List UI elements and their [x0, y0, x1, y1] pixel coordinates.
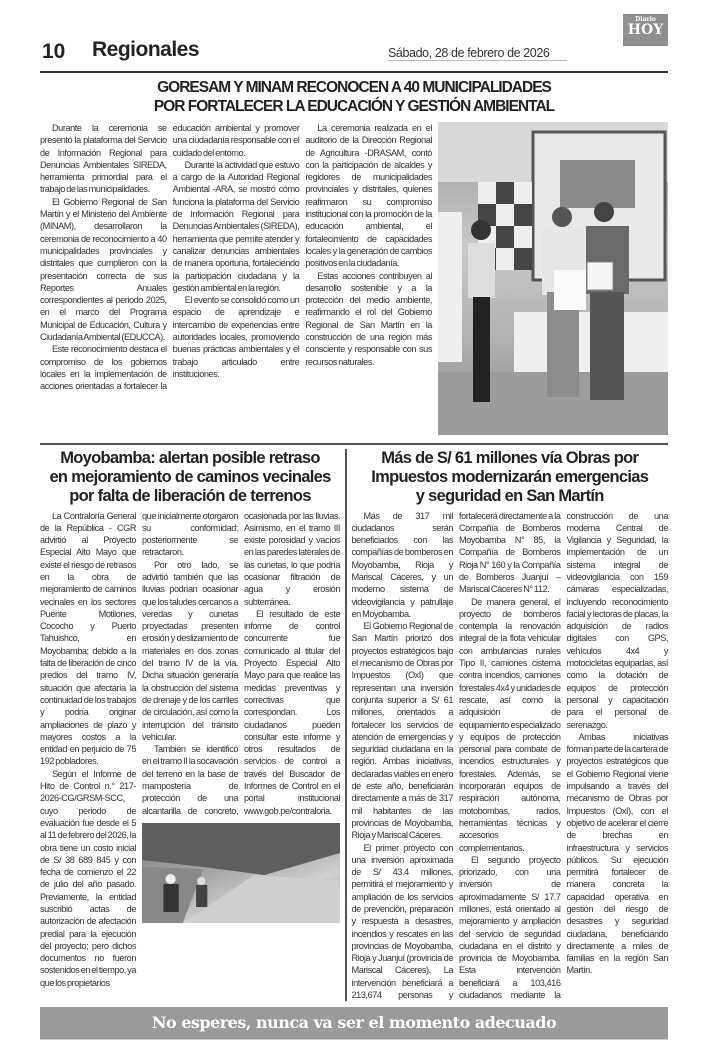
- article2: [40, 449, 340, 1002]
- ceremony-photo: [438, 122, 668, 435]
- headline-line: GORESAM Y MINAM RECONOCEN A 40 MUNICIPALIDADES: [157, 79, 551, 96]
- paragraph: Estas acciones contribuyen al desarrollo sostenible y a la protección del medio ambiente, reafirmando el rol del Gobierno Regional de San Martín en la construcción de una región más consciente y responsable con sus recursos naturales.: [305, 270, 432, 367]
- section-divider: [40, 443, 668, 445]
- paragraph: El evento se consolidó como un espacio de aprendizaje e intercambio de experiencias entre autoridades locales, promoviendo buenas prácticas ambientales y el trabajo articulado entre instituciones.: [172, 295, 300, 379]
- paragraph: Ambas iniciativas forman parte de la cartera de proyectos estratégicos que el Gobierno Regional viene impulsando a través del mecanismo de Obras por Impuestos (OxI), con el objetivo de acelerar el cierre de brechas en infraestructura y servicios públicos. Su ejecución permitirá fortalecer de manera concreta la capacidad operativa en gestión del riesgo de desastres y seguridad ciudadana, beneficiando directamente a miles de familias en la región San Martín.: [566, 731, 668, 976]
- paragraph: Más de 317 mil ciudadanos serán beneficiados con las compañías de bomberos en Moyobamba, Rioja y Mariscal Cáceres, y un moderno sistema de videovigilancia y patrullaje en Moyobamba.: [351, 510, 453, 619]
- article2-headline: [40, 449, 340, 506]
- headline-line: Moyobamba: alertan posible retraso: [60, 448, 320, 467]
- logo-small-text: Diario: [635, 16, 656, 23]
- newspaper-logo: [623, 14, 668, 46]
- logo-big-text: HOY: [627, 22, 664, 38]
- paragraph: Durante la actividad que estuvo a cargo de la Autoridad Regional Ambiental -ARA, se mostró cómo funciona la plataforma del Servicio de Información Regional para Denuncias Ambientales (SIREDA), herramienta que permite atender y canalizar denuncias ambientales de manera oportuna, fortaleciendo la participación ciudadana y la gestión ambiental en la región.: [172, 159, 300, 293]
- paragraph: El resultado de este informe de control concurrente fue comunicado al titular del Proyecto Especial Alto Mayo para que realice las medidas preventivas y correctivas que correspondan. Los ciudadanos pueden consultar este informe y otros resultados de servicios de control a través del Buscador de Informes de Control en el portal institucional www.gob.pe/contraloria.: [244, 608, 340, 816]
- paragraph: que inicialmente otorgaron su conformidad; posteriormente se retractaron.: [142, 510, 238, 558]
- article1-headline: [40, 78, 668, 116]
- paragraph: El Gobierno Regional de San Martín y el Ministerio del Ambiente (MINAM), desarrollaron la ceremonia de reconocimiento a 40 municipalidades provinciales y distritales que cumplieron con la presentación correcta de sus Reportes Anuales correspondientes al periodo 2025, en el marco del Programa Municipal de Educación, Cultura y Ciudadanía Ambiental (EDUCCA).: [40, 196, 167, 343]
- road-works-photo: [142, 823, 340, 923]
- article3-body: [352, 510, 669, 1002]
- paragraph: Este reconocimiento destaca el compromiso de los gobiernos locales en la implementación de acciones orientadas a fortalecer la educación ambiental y promover una ciudadanía responsable con el cuidado del entorno.: [40, 123, 300, 392]
- paragraph: Por otro lado, se advirtió también que las lluvias podrían ocasionar que los taludes cercanos a veredas y cunetas proyectadas presenten erosión y deslizamiento de materiales en dos zonas del tramo IV de la vía. Dicha situación generaría la obstrucción del sistema de drenaje y de los carriles de circulación, así como la interrupción del tránsito vehicular.: [142, 559, 238, 742]
- article3-headline: [352, 449, 669, 506]
- paragraph: El segundo proyecto priorizado, con una inversión de aproximadamente S/ 17.7 millones, está orientado al mejoramiento y ampliación del servicio de seguridad ciudadana en el distrito y provincia de Moyobamba. Esta intervención beneficiará a 103,416 ciudadanos mediante la construcción de una moderna Central de Vigilancia y Seguridad, la implementación de un sistema integral de videovigilancia con 159 cámaras especializadas, incluyendo reconocimiento facial y lectoras de placas, la adquisición de radios digitales con GPS, vehículos 4x4 y motocicletas equipadas, así como la dotación de equipos de protección personal y capacitación para el personal de serenazgo.: [459, 510, 668, 1001]
- column-divider: [345, 449, 347, 1002]
- headline-line: Impuestos modernizarán emergencias: [371, 467, 649, 486]
- page-content: [40, 78, 668, 1040]
- article2-column1: [40, 510, 136, 990]
- page-number: 10: [42, 40, 66, 63]
- paragraph: La Contraloría General de la República - CGR advirtió al Proyecto Especial Alto Mayo que existe el riesgo de retrasos en la obra de mejoramiento de caminos vecinales en los sectores Puente Motilones, Cococho y Puerto Tahuishco, en Moyobamba; debido a la falta de liberación de cinco predios del tramo IV, situación que afectaría la continuidad de los trabajos y podría originar ampliaciones de plazo y mayores costos a la entidad en perjuicio de 75 192 pobladores.: [40, 510, 136, 767]
- paragraph: Durante la ceremonia se presentó la plataforma del Servicio de Información Regional para Denuncias Ambientales SIREDA, herramienta primordial para el trabajo de las municipalidades.: [40, 123, 167, 195]
- headline-line: por falta de liberación de terrenos: [69, 486, 311, 505]
- article3: [352, 449, 669, 1002]
- header-rule: [40, 71, 668, 73]
- paragraph: Según el Informe de Hito de Control n.° 217-2026-CG/GRSM-SCC, cuyo periodo de evaluación fue desde el 5 al 11 de febrero del 2026, la obra tiene un costo inicial de S/ 38 689 845 y con fecha de comienzo el 22 de julio del año pasado. Previamente, la entidad suscribió actas de autorización de afectación predial para la ejecución del proyecto; pero dichos documentos no fueron sostenidos en el tiempo, ya que los propietarios: [40, 768, 136, 988]
- paragraph: La ceremonia realizada en el auditorio de la Dirección Regional de Agricultura -DRASAM, contó con la participación de alcaldes y regidores de municipalidades provinciales y distritales, quienes reafirmaron su compromiso institucional con la promoción de la educación ambiental, el fortalecimiento de capacidades locales y la generación de cambios positivos en la ciudadanía.: [305, 123, 432, 269]
- issue-date: Sábado, 28 de febrero de 2026: [388, 46, 567, 61]
- article2-columns: [142, 510, 340, 817]
- lower-section: [40, 449, 668, 1002]
- headline-line: Más de S/ 61 millones vía Obras por: [381, 448, 639, 467]
- headline-line: POR FORTALECER LA EDUCACIÓN Y GESTIÓN AMBIENTAL: [153, 98, 555, 115]
- article1-body: [40, 122, 432, 435]
- article1: [40, 122, 668, 435]
- article2-body: [40, 510, 340, 990]
- banner-text: No esperes, nunca va ser el momento adecuado: [151, 1013, 557, 1033]
- headline-line: en mejoramiento de caminos vecinales: [49, 467, 331, 486]
- paragraph: También se identificó en el tramo II la socavación del terreno en la base de mampostería de protección de una alcantarilla de concreto, ocasionada por las lluvias. Asimismo, en el tramo III existe porosidad y vacíos en las paredes laterales de las cunetas, lo que podría ocasionar filtración de agua y erosión subterránea.: [142, 510, 340, 816]
- paragraph: El Gobierno Regional de San Martín priorizó dos proyectos estratégicos bajo el mecanismo de Obras por Impuestos (OxI) que representan una inversión conjunta superior a S/ 61 millones, orientados a fortalecer los servicios de atención de emergencias y seguridad ciudadana en la región. Ambas iniciativas, declaradas viables en enero de este año, beneficiarán directamente a más de 317 mil habitantes de las provincias de Moyobamba, Rioja y Mariscal Cáceres.: [351, 621, 453, 841]
- paragraph: El primer proyecto con una inversión aproximada de S/ 43.4 millones, permitirá el mejoramiento y ampliación de los servicios de prevención, preparación y respuesta a desastres, incendios y rescates en las provincias de Moyobamba, Rioja y Juanjuí (provincia de Mariscal Cáceres). La intervención beneficiará a 213,674 personas y fortalecerá directamente a la Compañía de Bomberos Moyobamba N° 85, la Compañía de Bomberos Rioja N° 160 y la Compañía de Bomberos Juanjuí – Mariscal Cáceres N° 112.: [351, 510, 561, 1001]
- section-title: Regionales: [92, 38, 200, 61]
- paragraph: De manera general, el proyecto de bomberos contempla la renovación integral de la flota vehicular con ambulancias rurales Tipo II, camiones cisterna contra incendios, camiones forestales 4x4 y unidades de rescate, así como la adquisición de equipamiento especializado y equipos de protección personal para combate de incendios estructurales y forestales. Además, se incorporarán equipos de respiración autónoma, motobombas, radios, herramientas técnicas y accesorios complementarios.: [459, 596, 561, 853]
- headline-line: y seguridad en San Martín: [415, 486, 604, 505]
- article2-right: [142, 510, 340, 990]
